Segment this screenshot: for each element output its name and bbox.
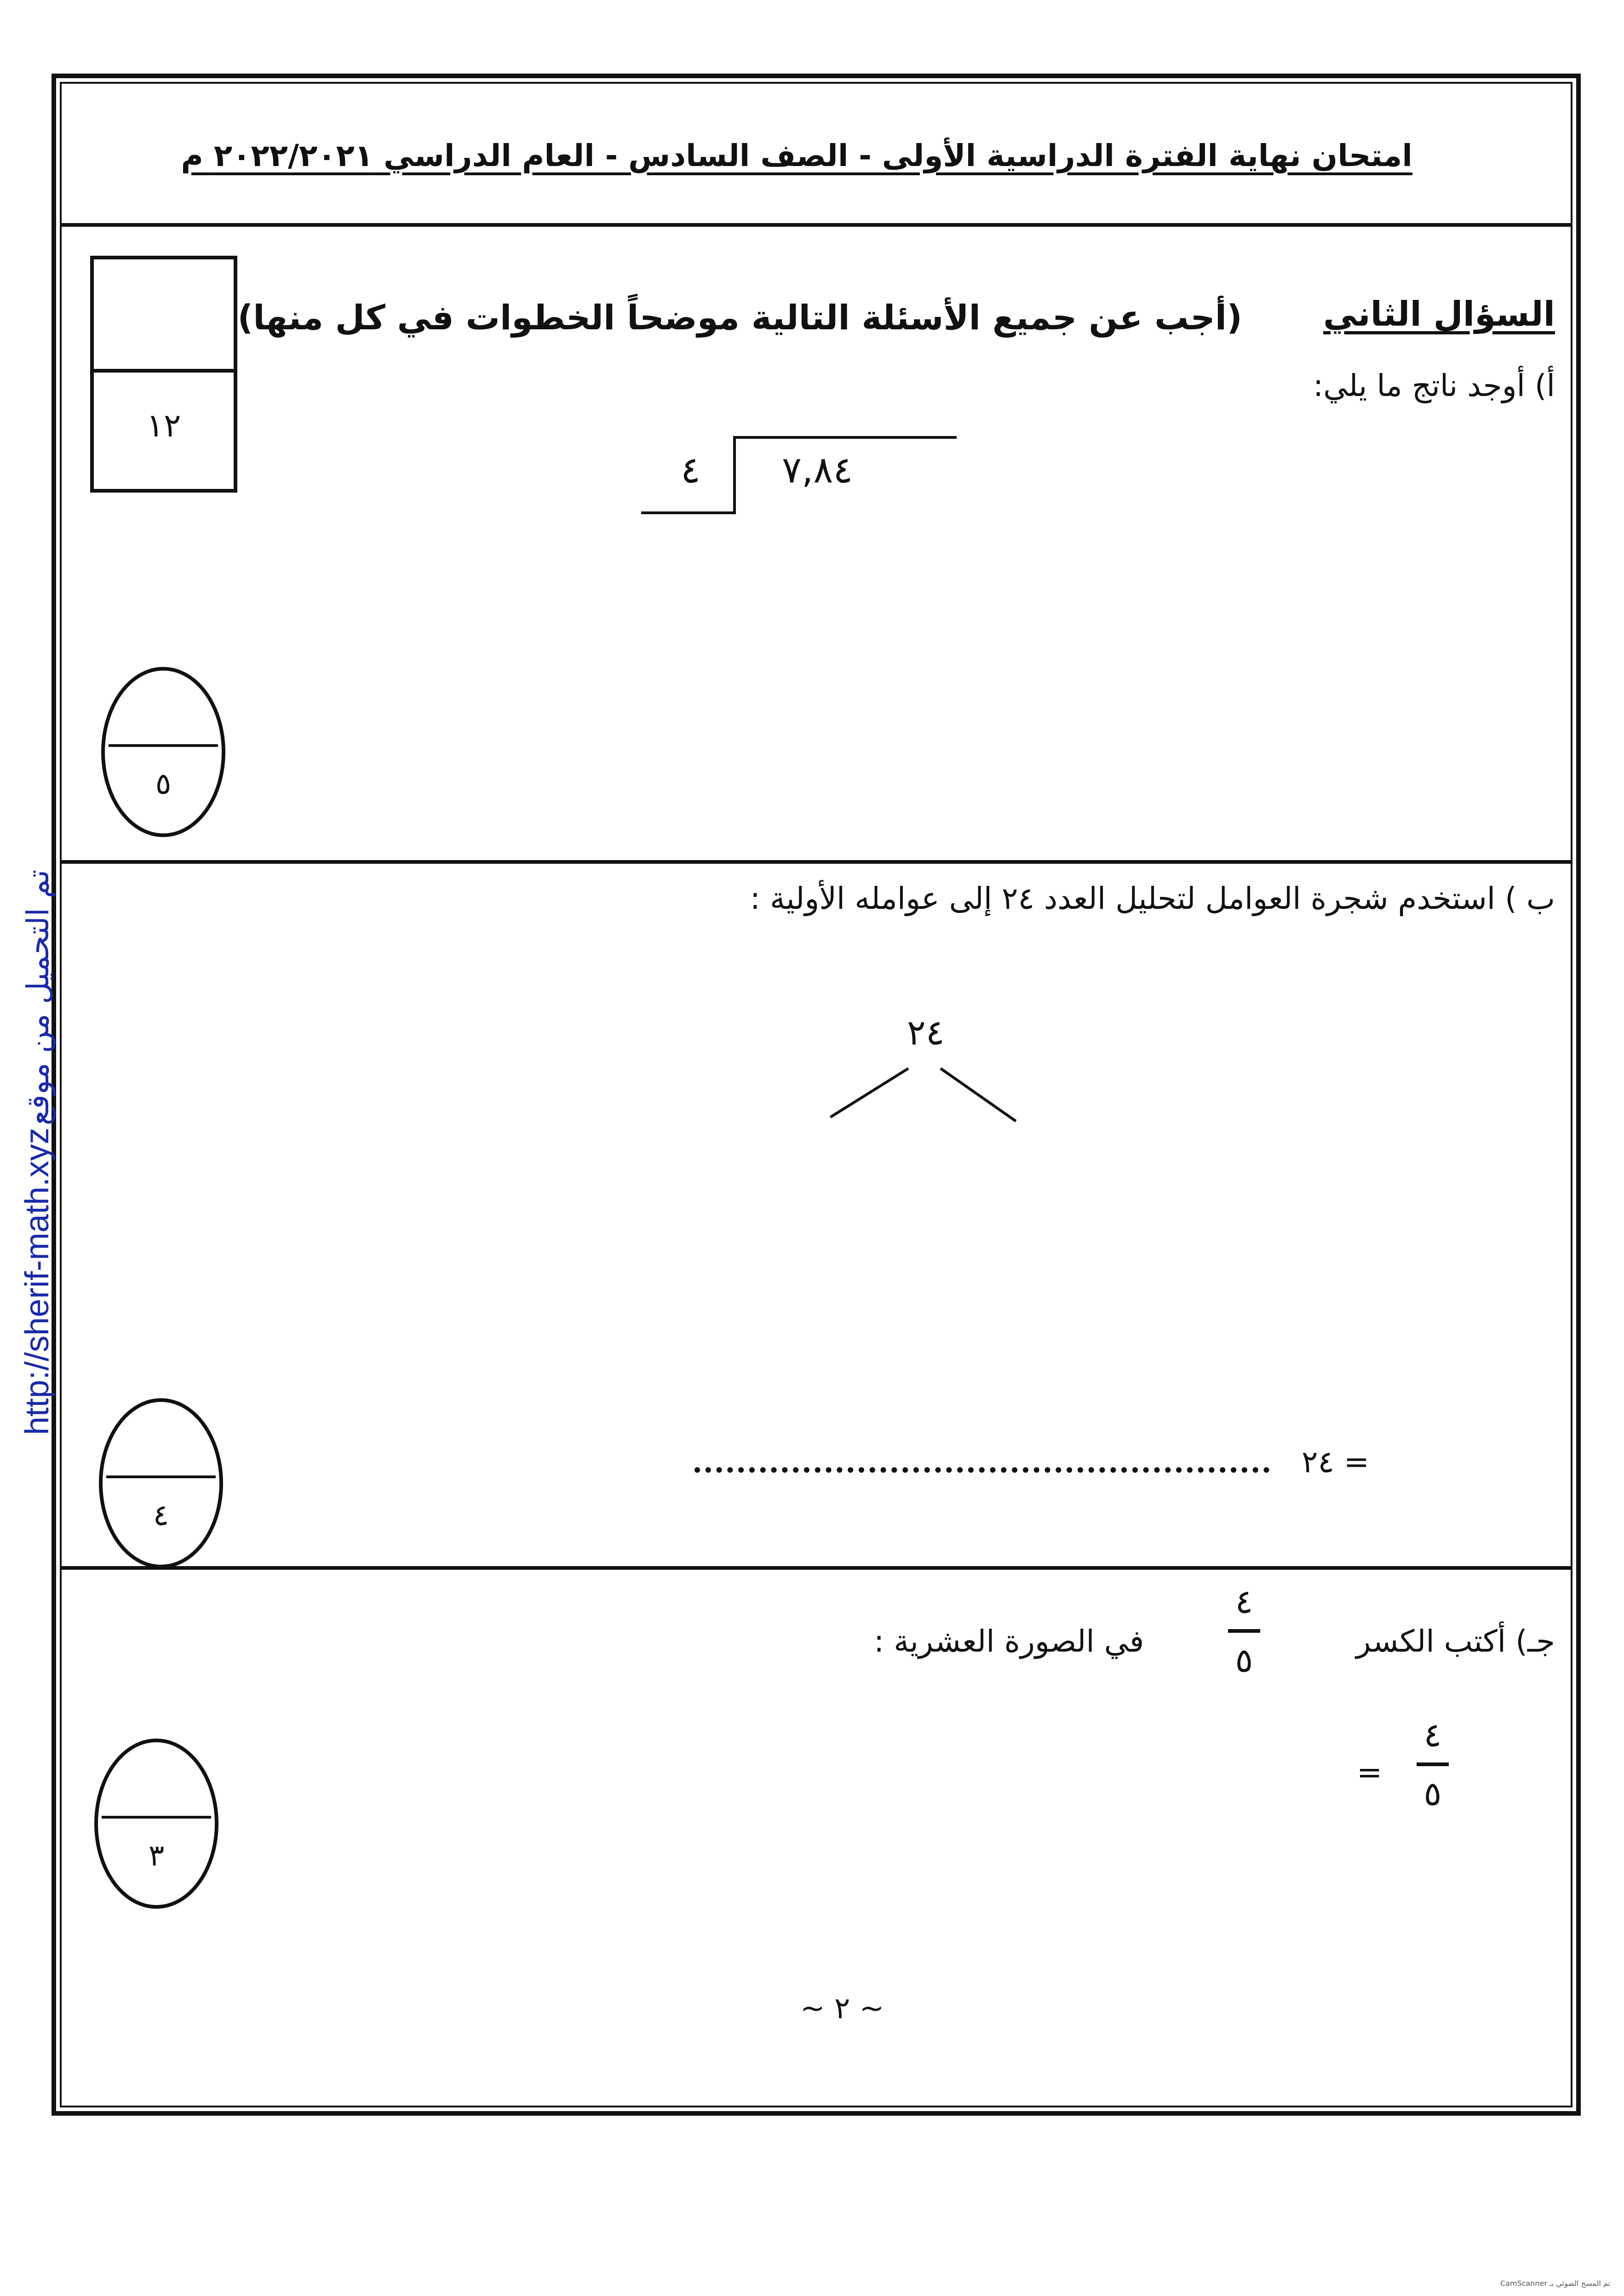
division-bar-bottom [641,511,736,514]
part-a-marks: ٥ [155,767,172,801]
fraction-denominator: ٥ [1235,1641,1253,1680]
fraction-answer-bar [1417,1762,1449,1766]
watermark-text: تم التحميل من موقع [20,869,56,1125]
part-a-label: أ) أوجد ناتج ما يلي: [1313,368,1555,403]
divisor: ٤ [681,448,700,491]
divider-part-a [60,860,1572,864]
division-bar-top [736,436,957,439]
total-score-box [90,256,237,493]
part-c-marks-oval [94,1739,218,1909]
division-bar-vertical [733,436,736,514]
part-b-marks-oval [99,1398,223,1568]
oval-divider [106,1475,216,1478]
total-score: ١٢ [146,407,181,444]
site-watermark [18,870,56,1435]
fraction-question [1223,1582,1265,1680]
score-box-divider [94,369,234,373]
divider-part-b [60,1566,1572,1570]
part-b-answer-prefix: ٢٤ = [1302,1444,1370,1480]
question-instruction: (أجب عن جميع الأسئلة التالية موضحاً الخطوات في كل منها) [237,298,1242,338]
part-c-marks: ٣ [148,1839,165,1873]
scanner-footer: CamScanner تم المسح الضوئي بـ [1500,2279,1610,2288]
fraction-answer-numerator: ٤ [1423,1716,1442,1754]
part-b-label: ب ) استخدم شجرة العوامل لتحليل العدد ٢٤ إلى عوامله الأولية : [750,881,1555,916]
part-b-marks: ٤ [153,1498,169,1533]
watermark-url: http://sherif-math.xyz [19,1127,56,1435]
part-c-label-start: جـ) أكتب الكسر [1356,1624,1555,1659]
divider-header [60,223,1572,227]
oval-divider [109,744,218,747]
oval-divider [102,1816,211,1819]
part-c-label-end: في الصورة العشرية : [874,1624,1144,1659]
dividend: ٧,٨٤ [782,448,853,491]
question-heading: السؤال الثاني [1323,294,1555,334]
factor-tree-root: ٢٤ [907,1012,945,1053]
part-a-marks-oval [101,667,225,837]
answer-dotted-line [694,1467,1269,1473]
fraction-numerator: ٤ [1235,1582,1253,1621]
fraction-answer-denominator: ٥ [1423,1774,1442,1813]
fraction-answer [1412,1716,1453,1813]
equals-sign: = [1357,1755,1383,1790]
fraction-bar [1228,1629,1260,1633]
exam-title: امتحان نهاية الفترة الدراسية الأولى - الصف السادس - العام الدراسي ٢٠٢٢/٢٠٢١ م [181,138,1412,173]
page-number: ~ ٢ ~ [800,1992,884,2026]
